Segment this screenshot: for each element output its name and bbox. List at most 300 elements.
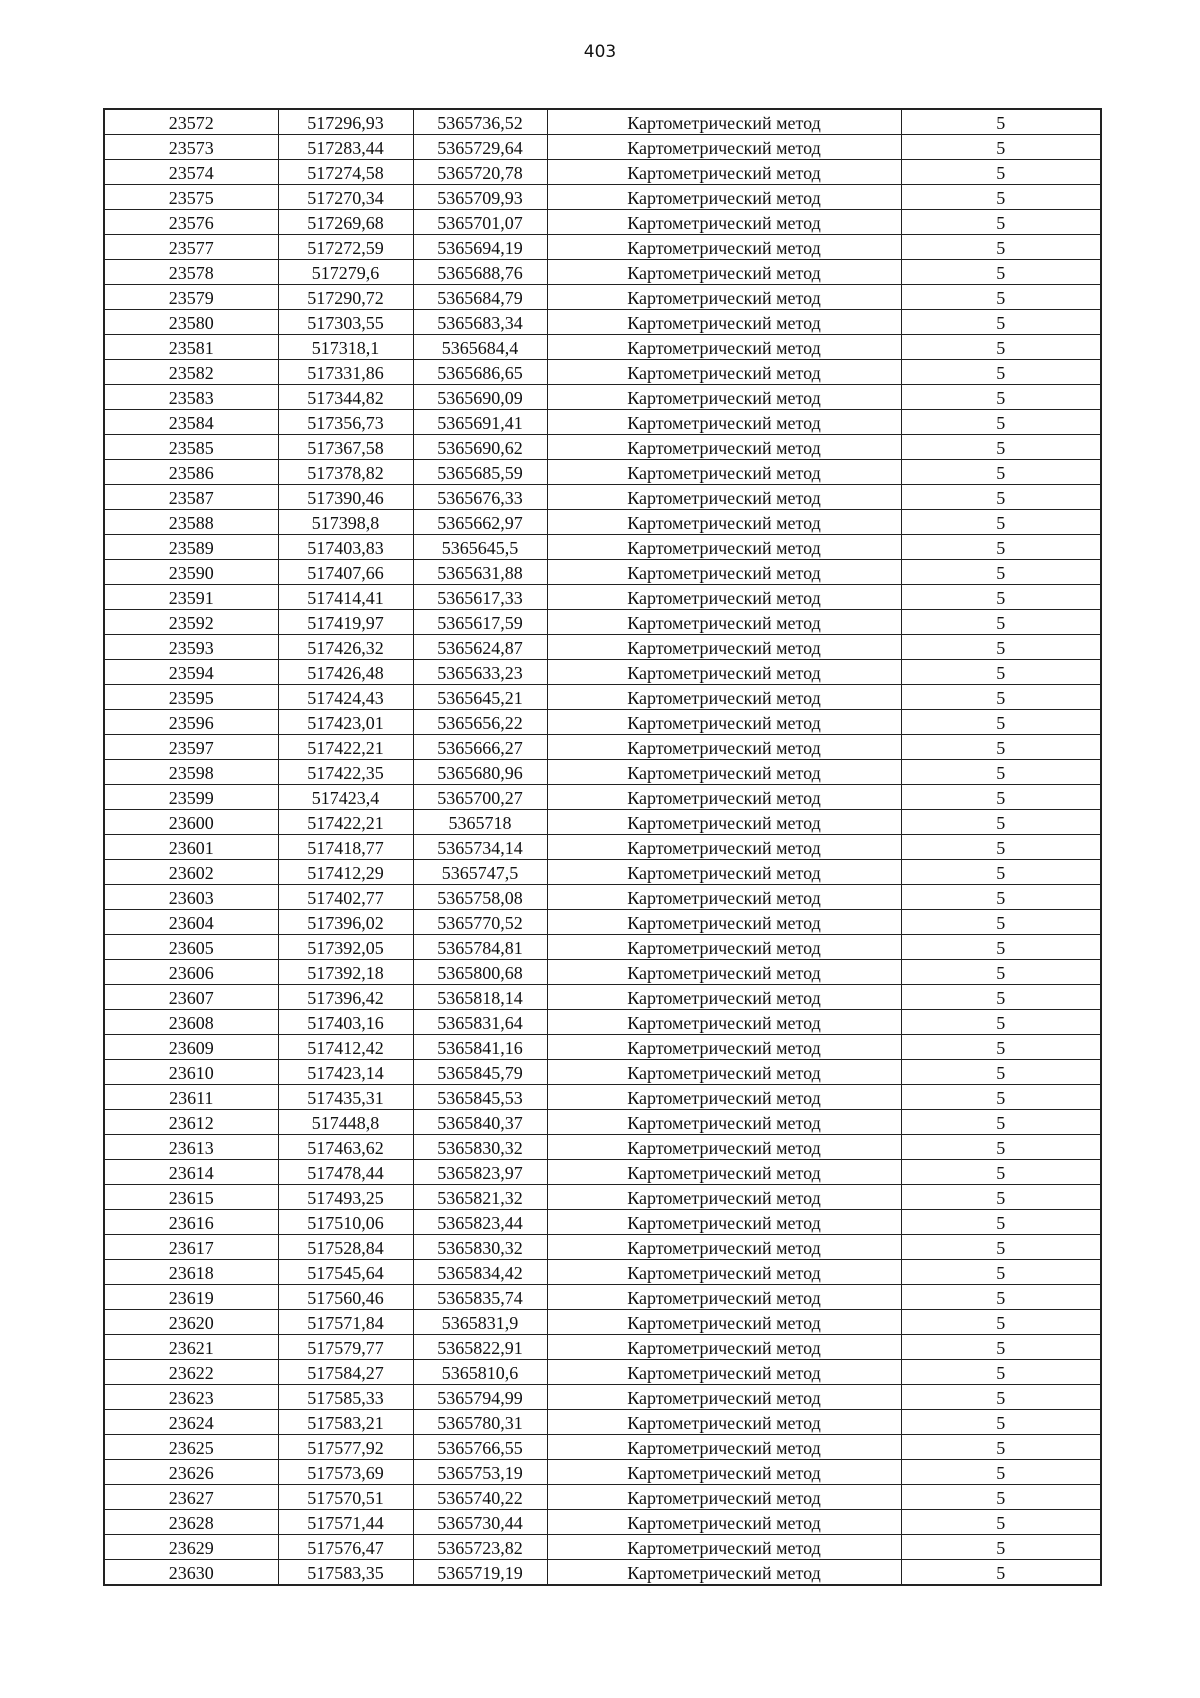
table-row	[104, 385, 1101, 410]
accuracy-cell: 5	[901, 885, 1101, 910]
method-cell: Картометрический метод	[547, 985, 901, 1010]
method-cell: Картометрический метод	[547, 410, 901, 435]
method-cell: Картометрический метод	[547, 1335, 901, 1360]
x-coordinate-cell: 517296,93	[278, 109, 413, 135]
point-number-cell: 23582	[104, 360, 278, 385]
accuracy-cell: 5	[901, 135, 1101, 160]
x-coordinate-cell: 517403,16	[278, 1010, 413, 1035]
point-number-cell: 23588	[104, 510, 278, 535]
table-row	[104, 1085, 1101, 1110]
point-number-cell: 23596	[104, 710, 278, 735]
point-number-cell: 23586	[104, 460, 278, 485]
method-cell: Картометрический метод	[547, 1235, 901, 1260]
point-number-cell: 23614	[104, 1160, 278, 1185]
point-number-cell: 23608	[104, 1010, 278, 1035]
y-coordinate-cell: 5365683,34	[413, 310, 547, 335]
table-row	[104, 335, 1101, 360]
table-row	[104, 535, 1101, 560]
accuracy-cell: 5	[901, 835, 1101, 860]
y-coordinate-cell: 5365701,07	[413, 210, 547, 235]
x-coordinate-cell: 517545,64	[278, 1260, 413, 1285]
y-coordinate-cell: 5365633,23	[413, 660, 547, 685]
method-cell: Картометрический метод	[547, 1460, 901, 1485]
accuracy-cell: 5	[901, 785, 1101, 810]
point-number-cell: 23623	[104, 1385, 278, 1410]
y-coordinate-cell: 5365723,82	[413, 1535, 547, 1560]
y-coordinate-cell: 5365720,78	[413, 160, 547, 185]
y-coordinate-cell: 5365770,52	[413, 910, 547, 935]
table-row	[104, 1235, 1101, 1260]
x-coordinate-cell: 517272,59	[278, 235, 413, 260]
method-cell: Картометрический метод	[547, 1185, 901, 1210]
accuracy-cell: 5	[901, 760, 1101, 785]
x-coordinate-cell: 517579,77	[278, 1335, 413, 1360]
table-row	[104, 1110, 1101, 1135]
y-coordinate-cell: 5365845,53	[413, 1085, 547, 1110]
table-row	[104, 1335, 1101, 1360]
method-cell: Картометрический метод	[547, 1560, 901, 1586]
table-row	[104, 1535, 1101, 1560]
table-row	[104, 435, 1101, 460]
point-number-cell: 23601	[104, 835, 278, 860]
y-coordinate-cell: 5365784,81	[413, 935, 547, 960]
accuracy-cell: 5	[901, 1335, 1101, 1360]
point-number-cell: 23628	[104, 1510, 278, 1535]
x-coordinate-cell: 517414,41	[278, 585, 413, 610]
y-coordinate-cell: 5365719,19	[413, 1560, 547, 1586]
x-coordinate-cell: 517570,51	[278, 1485, 413, 1510]
y-coordinate-cell: 5365685,59	[413, 460, 547, 485]
table-row	[104, 985, 1101, 1010]
x-coordinate-cell: 517283,44	[278, 135, 413, 160]
x-coordinate-cell: 517426,48	[278, 660, 413, 685]
method-cell: Картометрический метод	[547, 1260, 901, 1285]
table-row	[104, 1060, 1101, 1085]
y-coordinate-cell: 5365617,59	[413, 610, 547, 635]
y-coordinate-cell: 5365729,64	[413, 135, 547, 160]
x-coordinate-cell: 517583,21	[278, 1410, 413, 1435]
table-row	[104, 1035, 1101, 1060]
y-coordinate-cell: 5365631,88	[413, 560, 547, 585]
method-cell: Картометрический метод	[547, 585, 901, 610]
table-row	[104, 1135, 1101, 1160]
table-row	[104, 610, 1101, 635]
y-coordinate-cell: 5365818,14	[413, 985, 547, 1010]
accuracy-cell: 5	[901, 410, 1101, 435]
method-cell: Картометрический метод	[547, 135, 901, 160]
point-number-cell: 23605	[104, 935, 278, 960]
x-coordinate-cell: 517269,68	[278, 210, 413, 235]
x-coordinate-cell: 517390,46	[278, 485, 413, 510]
method-cell: Картометрический метод	[547, 1035, 901, 1060]
point-number-cell: 23587	[104, 485, 278, 510]
y-coordinate-cell: 5365686,65	[413, 360, 547, 385]
x-coordinate-cell: 517344,82	[278, 385, 413, 410]
x-coordinate-cell: 517576,47	[278, 1535, 413, 1560]
y-coordinate-cell: 5365666,27	[413, 735, 547, 760]
point-number-cell: 23585	[104, 435, 278, 460]
x-coordinate-cell: 517423,4	[278, 785, 413, 810]
x-coordinate-cell: 517560,46	[278, 1285, 413, 1310]
y-coordinate-cell: 5365830,32	[413, 1235, 547, 1260]
table-row	[104, 735, 1101, 760]
table-row	[104, 510, 1101, 535]
point-number-cell: 23602	[104, 860, 278, 885]
table-row	[104, 685, 1101, 710]
accuracy-cell: 5	[901, 385, 1101, 410]
table-row	[104, 310, 1101, 335]
method-cell: Картометрический метод	[547, 260, 901, 285]
x-coordinate-cell: 517584,27	[278, 1360, 413, 1385]
point-number-cell: 23604	[104, 910, 278, 935]
accuracy-cell: 5	[901, 635, 1101, 660]
method-cell: Картометрический метод	[547, 1310, 901, 1335]
table-row	[104, 135, 1101, 160]
point-number-cell: 23580	[104, 310, 278, 335]
accuracy-cell: 5	[901, 160, 1101, 185]
method-cell: Картометрический метод	[547, 385, 901, 410]
point-number-cell: 23620	[104, 1310, 278, 1335]
x-coordinate-cell: 517378,82	[278, 460, 413, 485]
point-number-cell: 23591	[104, 585, 278, 610]
method-cell: Картометрический метод	[547, 760, 901, 785]
point-number-cell: 23575	[104, 185, 278, 210]
x-coordinate-cell: 517396,02	[278, 910, 413, 935]
y-coordinate-cell: 5365684,4	[413, 335, 547, 360]
x-coordinate-cell: 517403,83	[278, 535, 413, 560]
point-number-cell: 23592	[104, 610, 278, 635]
x-coordinate-cell: 517583,35	[278, 1560, 413, 1586]
table-row	[104, 460, 1101, 485]
accuracy-cell: 5	[901, 735, 1101, 760]
method-cell: Картометрический метод	[547, 1010, 901, 1035]
y-coordinate-cell: 5365780,31	[413, 1410, 547, 1435]
point-number-cell: 23573	[104, 135, 278, 160]
table-row	[104, 1460, 1101, 1485]
y-coordinate-cell: 5365694,19	[413, 235, 547, 260]
method-cell: Картометрический метод	[547, 109, 901, 135]
x-coordinate-cell: 517356,73	[278, 410, 413, 435]
point-number-cell: 23584	[104, 410, 278, 435]
method-cell: Картометрический метод	[547, 160, 901, 185]
accuracy-cell: 5	[901, 1060, 1101, 1085]
x-coordinate-cell: 517396,42	[278, 985, 413, 1010]
method-cell: Картометрический метод	[547, 435, 901, 460]
point-number-cell: 23607	[104, 985, 278, 1010]
x-coordinate-cell: 517528,84	[278, 1235, 413, 1260]
method-cell: Картометрический метод	[547, 185, 901, 210]
y-coordinate-cell: 5365794,99	[413, 1385, 547, 1410]
accuracy-cell: 5	[901, 1460, 1101, 1485]
table-row	[104, 1185, 1101, 1210]
accuracy-cell: 5	[901, 510, 1101, 535]
table-row	[104, 1010, 1101, 1035]
table-row	[104, 710, 1101, 735]
method-cell: Картометрический метод	[547, 535, 901, 560]
accuracy-cell: 5	[901, 435, 1101, 460]
accuracy-cell: 5	[901, 1135, 1101, 1160]
point-number-cell: 23583	[104, 385, 278, 410]
accuracy-cell: 5	[901, 910, 1101, 935]
table-row	[104, 235, 1101, 260]
y-coordinate-cell: 5365617,33	[413, 585, 547, 610]
method-cell: Картометрический метод	[547, 1410, 901, 1435]
y-coordinate-cell: 5365680,96	[413, 760, 547, 785]
accuracy-cell: 5	[901, 1485, 1101, 1510]
accuracy-cell: 5	[901, 685, 1101, 710]
method-cell: Картометрический метод	[547, 1535, 901, 1560]
accuracy-cell: 5	[901, 1435, 1101, 1460]
y-coordinate-cell: 5365831,9	[413, 1310, 547, 1335]
point-number-cell: 23581	[104, 335, 278, 360]
point-number-cell: 23579	[104, 285, 278, 310]
method-cell: Картометрический метод	[547, 860, 901, 885]
point-number-cell: 23617	[104, 1235, 278, 1260]
y-coordinate-cell: 5365845,79	[413, 1060, 547, 1085]
y-coordinate-cell: 5365830,32	[413, 1135, 547, 1160]
accuracy-cell: 5	[901, 935, 1101, 960]
method-cell: Картометрический метод	[547, 1135, 901, 1160]
point-number-cell: 23626	[104, 1460, 278, 1485]
point-number-cell: 23598	[104, 760, 278, 785]
method-cell: Картометрический метод	[547, 635, 901, 660]
x-coordinate-cell: 517279,6	[278, 260, 413, 285]
point-number-cell: 23624	[104, 1410, 278, 1435]
method-cell: Картометрический метод	[547, 610, 901, 635]
table-row	[104, 185, 1101, 210]
point-number-cell: 23629	[104, 1535, 278, 1560]
y-coordinate-cell: 5365810,6	[413, 1360, 547, 1385]
table-row	[104, 160, 1101, 185]
table-row	[104, 760, 1101, 785]
coordinates-table-body	[104, 109, 1101, 1585]
accuracy-cell: 5	[901, 810, 1101, 835]
accuracy-cell: 5	[901, 1535, 1101, 1560]
point-number-cell: 23627	[104, 1485, 278, 1510]
y-coordinate-cell: 5365823,44	[413, 1210, 547, 1235]
accuracy-cell: 5	[901, 985, 1101, 1010]
accuracy-cell: 5	[901, 585, 1101, 610]
x-coordinate-cell: 517392,05	[278, 935, 413, 960]
point-number-cell: 23630	[104, 1560, 278, 1586]
table-row	[104, 1160, 1101, 1185]
method-cell: Картометрический метод	[547, 660, 901, 685]
accuracy-cell: 5	[901, 710, 1101, 735]
method-cell: Картометрический метод	[547, 235, 901, 260]
y-coordinate-cell: 5365662,97	[413, 510, 547, 535]
accuracy-cell: 5	[901, 1285, 1101, 1310]
y-coordinate-cell: 5365834,42	[413, 1260, 547, 1285]
x-coordinate-cell: 517398,8	[278, 510, 413, 535]
accuracy-cell: 5	[901, 610, 1101, 635]
point-number-cell: 23599	[104, 785, 278, 810]
accuracy-cell: 5	[901, 235, 1101, 260]
table-row	[104, 1485, 1101, 1510]
x-coordinate-cell: 517478,44	[278, 1160, 413, 1185]
y-coordinate-cell: 5365645,5	[413, 535, 547, 560]
point-number-cell: 23577	[104, 235, 278, 260]
accuracy-cell: 5	[901, 560, 1101, 585]
accuracy-cell: 5	[901, 1235, 1101, 1260]
point-number-cell: 23619	[104, 1285, 278, 1310]
accuracy-cell: 5	[901, 535, 1101, 560]
method-cell: Картометрический метод	[547, 685, 901, 710]
method-cell: Картометрический метод	[547, 1360, 901, 1385]
table-row	[104, 860, 1101, 885]
x-coordinate-cell: 517424,43	[278, 685, 413, 710]
point-number-cell: 23622	[104, 1360, 278, 1385]
accuracy-cell: 5	[901, 1160, 1101, 1185]
table-row	[104, 1435, 1101, 1460]
accuracy-cell: 5	[901, 210, 1101, 235]
y-coordinate-cell: 5365822,91	[413, 1335, 547, 1360]
y-coordinate-cell: 5365700,27	[413, 785, 547, 810]
x-coordinate-cell: 517571,84	[278, 1310, 413, 1335]
y-coordinate-cell: 5365734,14	[413, 835, 547, 860]
method-cell: Картометрический метод	[547, 785, 901, 810]
table-row	[104, 1410, 1101, 1435]
y-coordinate-cell: 5365747,5	[413, 860, 547, 885]
point-number-cell: 23618	[104, 1260, 278, 1285]
x-coordinate-cell: 517274,58	[278, 160, 413, 185]
x-coordinate-cell: 517318,1	[278, 335, 413, 360]
method-cell: Картометрический метод	[547, 1160, 901, 1185]
method-cell: Картометрический метод	[547, 485, 901, 510]
table-row	[104, 1385, 1101, 1410]
point-number-cell: 23593	[104, 635, 278, 660]
point-number-cell: 23625	[104, 1435, 278, 1460]
y-coordinate-cell: 5365821,32	[413, 1185, 547, 1210]
accuracy-cell: 5	[901, 1035, 1101, 1060]
x-coordinate-cell: 517510,06	[278, 1210, 413, 1235]
table-row	[104, 285, 1101, 310]
accuracy-cell: 5	[901, 660, 1101, 685]
y-coordinate-cell: 5365841,16	[413, 1035, 547, 1060]
x-coordinate-cell: 517493,25	[278, 1185, 413, 1210]
x-coordinate-cell: 517331,86	[278, 360, 413, 385]
accuracy-cell: 5	[901, 860, 1101, 885]
accuracy-cell: 5	[901, 1410, 1101, 1435]
table-row	[104, 1285, 1101, 1310]
y-coordinate-cell: 5365645,21	[413, 685, 547, 710]
table-row	[104, 1210, 1101, 1235]
x-coordinate-cell: 517585,33	[278, 1385, 413, 1410]
x-coordinate-cell: 517412,42	[278, 1035, 413, 1060]
table-row	[104, 585, 1101, 610]
x-coordinate-cell: 517422,21	[278, 810, 413, 835]
y-coordinate-cell: 5365691,41	[413, 410, 547, 435]
method-cell: Картометрический метод	[547, 1510, 901, 1535]
point-number-cell: 23590	[104, 560, 278, 585]
table-row	[104, 910, 1101, 935]
accuracy-cell: 5	[901, 360, 1101, 385]
table-row	[104, 109, 1101, 135]
point-number-cell: 23595	[104, 685, 278, 710]
method-cell: Картометрический метод	[547, 560, 901, 585]
method-cell: Картометрический метод	[547, 335, 901, 360]
coordinates-table	[103, 108, 1102, 1586]
x-coordinate-cell: 517367,58	[278, 435, 413, 460]
table-row	[104, 785, 1101, 810]
accuracy-cell: 5	[901, 1385, 1101, 1410]
method-cell: Картометрический метод	[547, 360, 901, 385]
y-coordinate-cell: 5365624,87	[413, 635, 547, 660]
accuracy-cell: 5	[901, 960, 1101, 985]
y-coordinate-cell: 5365690,62	[413, 435, 547, 460]
table-row	[104, 635, 1101, 660]
method-cell: Картометрический метод	[547, 510, 901, 535]
table-row	[104, 1510, 1101, 1535]
accuracy-cell: 5	[901, 460, 1101, 485]
x-coordinate-cell: 517422,35	[278, 760, 413, 785]
method-cell: Картометрический метод	[547, 285, 901, 310]
table-row	[104, 885, 1101, 910]
accuracy-cell: 5	[901, 1085, 1101, 1110]
table-row	[104, 1360, 1101, 1385]
y-coordinate-cell: 5365766,55	[413, 1435, 547, 1460]
point-number-cell: 23616	[104, 1210, 278, 1235]
x-coordinate-cell: 517392,18	[278, 960, 413, 985]
method-cell: Картометрический метод	[547, 835, 901, 860]
table-row	[104, 360, 1101, 385]
y-coordinate-cell: 5365758,08	[413, 885, 547, 910]
table-row	[104, 410, 1101, 435]
x-coordinate-cell: 517412,29	[278, 860, 413, 885]
y-coordinate-cell: 5365740,22	[413, 1485, 547, 1510]
y-coordinate-cell: 5365688,76	[413, 260, 547, 285]
point-number-cell: 23600	[104, 810, 278, 835]
point-number-cell: 23603	[104, 885, 278, 910]
y-coordinate-cell: 5365835,74	[413, 1285, 547, 1310]
table-row	[104, 1310, 1101, 1335]
point-number-cell: 23597	[104, 735, 278, 760]
method-cell: Картометрический метод	[547, 935, 901, 960]
y-coordinate-cell: 5365831,64	[413, 1010, 547, 1035]
accuracy-cell: 5	[901, 185, 1101, 210]
table-row	[104, 935, 1101, 960]
table-row	[104, 560, 1101, 585]
method-cell: Картометрический метод	[547, 885, 901, 910]
x-coordinate-cell: 517463,62	[278, 1135, 413, 1160]
accuracy-cell: 5	[901, 485, 1101, 510]
y-coordinate-cell: 5365730,44	[413, 1510, 547, 1535]
accuracy-cell: 5	[901, 1110, 1101, 1135]
method-cell: Картометрический метод	[547, 1435, 901, 1460]
accuracy-cell: 5	[901, 1360, 1101, 1385]
y-coordinate-cell: 5365753,19	[413, 1460, 547, 1485]
method-cell: Картометрический метод	[547, 1210, 901, 1235]
x-coordinate-cell: 517402,77	[278, 885, 413, 910]
method-cell: Картометрический метод	[547, 960, 901, 985]
table-row	[104, 960, 1101, 985]
method-cell: Картометрический метод	[547, 735, 901, 760]
y-coordinate-cell: 5365676,33	[413, 485, 547, 510]
x-coordinate-cell: 517573,69	[278, 1460, 413, 1485]
table-row	[104, 835, 1101, 860]
method-cell: Картометрический метод	[547, 1110, 901, 1135]
method-cell: Картометрический метод	[547, 710, 901, 735]
point-number-cell: 23589	[104, 535, 278, 560]
method-cell: Картометрический метод	[547, 460, 901, 485]
y-coordinate-cell: 5365684,79	[413, 285, 547, 310]
x-coordinate-cell: 517419,97	[278, 610, 413, 635]
x-coordinate-cell: 517423,01	[278, 710, 413, 735]
x-coordinate-cell: 517448,8	[278, 1110, 413, 1135]
x-coordinate-cell: 517422,21	[278, 735, 413, 760]
x-coordinate-cell: 517423,14	[278, 1060, 413, 1085]
accuracy-cell: 5	[901, 1510, 1101, 1535]
y-coordinate-cell: 5365656,22	[413, 710, 547, 735]
